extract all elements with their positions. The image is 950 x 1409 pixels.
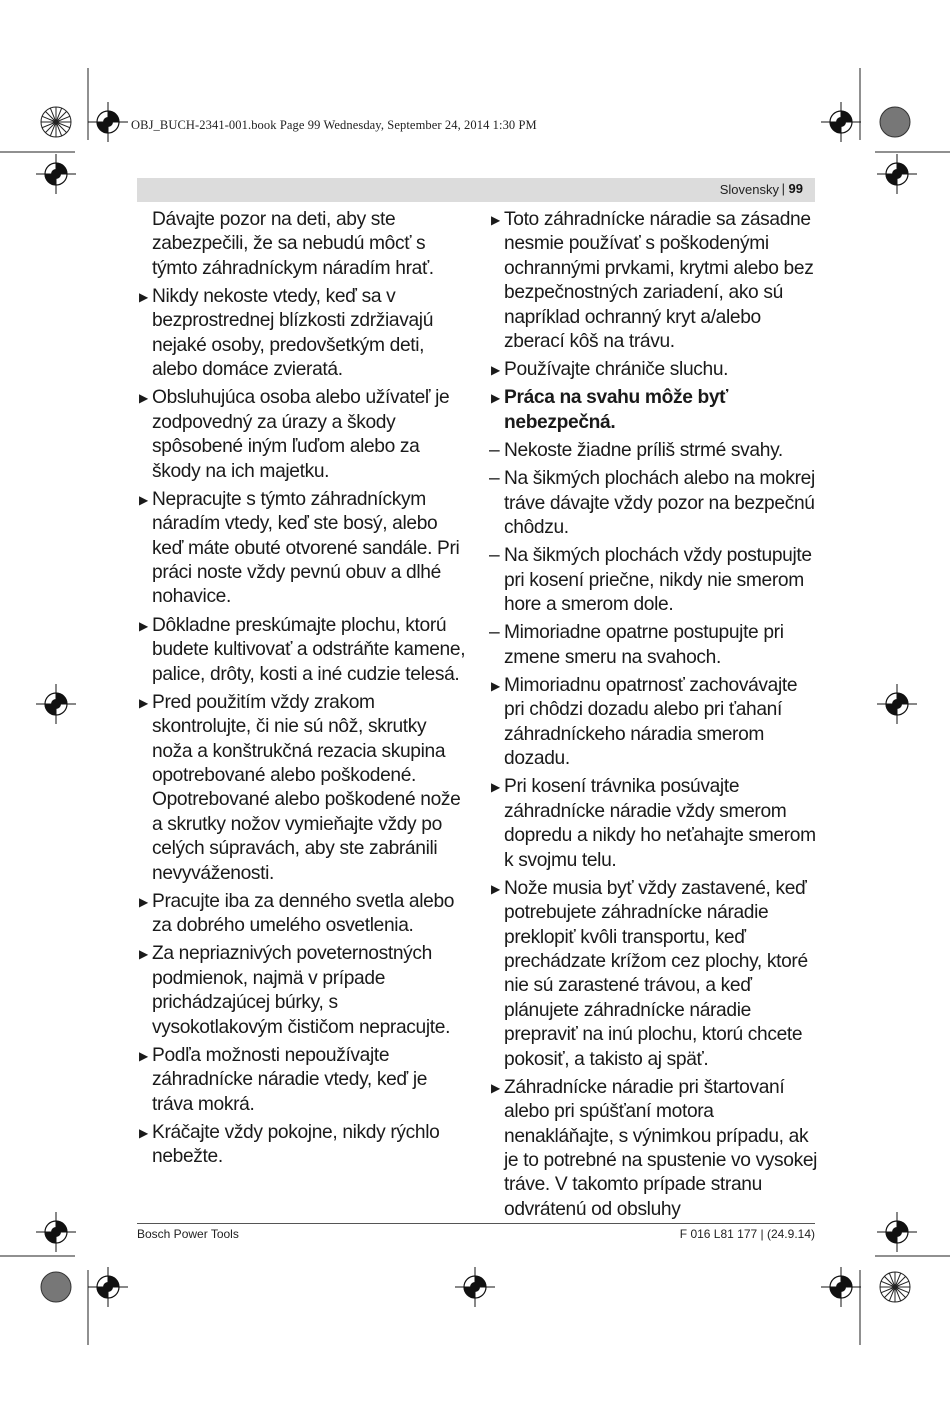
list-item-text: Záhradnícke náradie pri štartovaní alebo pri spúšťaní motora nenakláňajte, s výnimkou prípadu, ak je to potrebné na spustenie vo vysokej tráve. V takomto prípade stranu odvrátenú od obsluhy [504, 1076, 818, 1220]
bullet-arrow-icon: ▶ [139, 618, 148, 633]
list-item [136, 1121, 468, 1170]
dash-glyph: – [489, 545, 500, 567]
list-item-warning [488, 386, 818, 435]
list-item-text: Pred použitím vždy zrakom skontrolujte, či nie sú nôž, skrutky noža a konštrukčná rezacia skupina opotrebované alebo poškodené. Opotrebované alebo poškodené nože a skrutky nožov vymieňajte vždy po celých súpravách, aby ste zabránili nevyváženosti. [152, 691, 461, 884]
footer-brand: Bosch Power Tools [137, 1227, 239, 1241]
bullet-arrow-icon: ▶ [491, 213, 500, 227]
bullet-arrow-icon: ▶ [139, 1048, 148, 1063]
list-item [488, 877, 818, 1072]
list-item [488, 358, 818, 382]
header-language: Slovensky [719, 182, 779, 197]
list-item-text: Nikdy nekoste vtedy, keď sa v bezprostrednej blízkosti zdržiavajú nejaké osoby, predovšetkým deti, alebo domáce zvieratá. [152, 286, 434, 381]
bullet-arrow-icon: ▶ [139, 290, 148, 305]
registration-mark-icon [88, 1267, 128, 1307]
list-item-text: Pracujte iba za denného svetla alebo za dobrého umelého osvetlenia. [152, 890, 455, 937]
list-item-text: Toto záhradnícke náradie sa zásadne nesmie používať s poškodenými ochrannými prvkami, krytmi alebo bez bezpečnostných zariadení, ako sú napríklad ochranný kryt a/alebo zberací kôš na trávu. [504, 209, 814, 353]
dash-item [488, 467, 818, 540]
list-item-text: Mimoriadnu opatrnosť zachovávajte pri chôdzi dozadu alebo pri ťahaní záhradníckeho náradia smerom dozadu. [504, 674, 798, 770]
left-column [136, 208, 468, 1173]
registration-mark-icon [877, 684, 917, 724]
registration-mark-icon [36, 684, 76, 724]
list-item [136, 614, 468, 687]
page-header [137, 178, 815, 202]
registration-mark-icon [36, 154, 76, 194]
list-item-text: Nože musia byť vždy zastavené, keď potrebujete záhradnícke náradie preklopiť kvôli transportu, keď prechádzate krížom cez plochy, ktoré nie sú zarastené trávou, a keď plánujete záhradnícke náradie prepraviť na inú plochu, ktorú chcete pokosiť, a takisto aj späť. [504, 877, 808, 1070]
bullet-arrow-icon: ▶ [139, 695, 148, 710]
list-item-text: Za nepriaznivých poveternostných podmienok, najmä v prípade prichádzajúcej búrky, s vysokotlakovým čističom nepracujte. [152, 943, 451, 1038]
dash-item [488, 439, 818, 463]
registration-mark-icon [877, 1212, 917, 1252]
file-slug: OBJ_BUCH-2341-001.book Page 99 Wednesday, September 24, 2014 1:30 PM [131, 118, 537, 132]
bullet-arrow-icon: ▶ [139, 391, 148, 406]
list-item [136, 890, 468, 939]
list-item [136, 488, 468, 610]
footer-divider [137, 1223, 815, 1224]
list-item-text: Práca na svahu môže byť nebezpečná. [504, 387, 729, 433]
list-item-text: Obsluhujúca osoba alebo užívateľ je zodpovedný za úrazy a škody spôsobené iným ľuďom alebo za škody na ich majetku. [152, 387, 450, 482]
list-item-text: Používajte chrániče sluchu. [504, 359, 729, 381]
list-item [136, 285, 468, 383]
dash-glyph: – [489, 468, 500, 490]
registration-mark-icon [455, 1267, 495, 1307]
grey-dot-icon [880, 107, 910, 137]
list-item [488, 674, 818, 772]
dash-glyph: – [489, 622, 500, 644]
list-item [136, 691, 468, 886]
bullet-arrow-icon: ▶ [491, 391, 500, 406]
dash-item [488, 544, 818, 617]
footer-doc-code: F 016 L81 177 | (24.9.14) [679, 1227, 815, 1241]
registration-mark-icon [88, 102, 128, 142]
star-target-icon [41, 107, 71, 137]
list-item [136, 942, 468, 1040]
dash-item-text: Mimoriadne opatrne postupujte pri zmene smeru na svahoch. [504, 622, 784, 668]
list-item [488, 1076, 818, 1222]
list-item [136, 1044, 468, 1117]
registration-mark-icon [821, 102, 861, 142]
list-item [136, 386, 468, 484]
registration-mark-icon [877, 154, 917, 194]
bullet-arrow-icon: ▶ [491, 881, 500, 896]
list-item-text: Kráčajte vždy pokojne, nikdy rýchlo nebežte. [152, 1121, 440, 1168]
bullet-arrow-icon: ▶ [139, 1125, 148, 1140]
bullet-arrow-icon: ▶ [139, 894, 148, 909]
list-item-text: Podľa možnosti nepoužívajte záhradnícke náradie vtedy, keď je tráva mokrá. [152, 1044, 428, 1115]
dash-glyph: – [489, 440, 500, 462]
bullet-arrow-icon: ▶ [491, 780, 500, 795]
dash-item-text: Na šikmých plochách vždy postupujte pri kosení priečne, nikdy nie smerom hore a smerom dole. [504, 545, 812, 616]
page-number: 99 [788, 181, 803, 196]
bullet-arrow-icon: ▶ [139, 947, 148, 962]
bullet-arrow-icon: ▶ [491, 678, 500, 693]
intro-paragraph: Dávajte pozor na deti, aby ste zabezpečili, že sa nebudú môcť s týmto záhradníckym náradím hrať. [152, 209, 434, 279]
grey-dot-icon [41, 1272, 71, 1302]
bullet-arrow-icon: ▶ [491, 363, 500, 378]
registration-mark-icon [36, 1212, 76, 1252]
list-item-text: Dôkladne preskúmajte plochu, ktorú budete kultivovať a odstráňte kamene, palice, drôty, kosti a iné cudzie telesá. [152, 614, 466, 685]
list-item [488, 775, 818, 873]
list-item-text: Pri kosení trávnika posúvajte záhradnícke náradie vždy smerom dopredu a nikdy ho neťahajte smerom k svojmu telu. [504, 776, 816, 871]
star-target-icon [880, 1272, 910, 1302]
dash-item-text: Na šikmých plochách alebo na mokrej tráve dávajte vždy pozor na bezpečnú chôdzu. [504, 468, 815, 539]
header-separator: | [781, 181, 785, 196]
dash-item [488, 621, 818, 670]
dash-item-text: Nekoste žiadne príliš strmé svahy. [504, 440, 783, 462]
bullet-arrow-icon: ▶ [491, 1080, 500, 1095]
bullet-arrow-icon: ▶ [139, 492, 148, 507]
list-item [488, 208, 818, 354]
list-item-text: Nepracujte s týmto záhradníckym náradím vtedy, keď ste bosý, alebo keď máte obuté otvorené sandále. Pri práci noste vždy pevnú obuv a dlhé nohavice. [152, 488, 460, 608]
right-column [488, 208, 818, 1226]
registration-mark-icon [821, 1267, 861, 1307]
